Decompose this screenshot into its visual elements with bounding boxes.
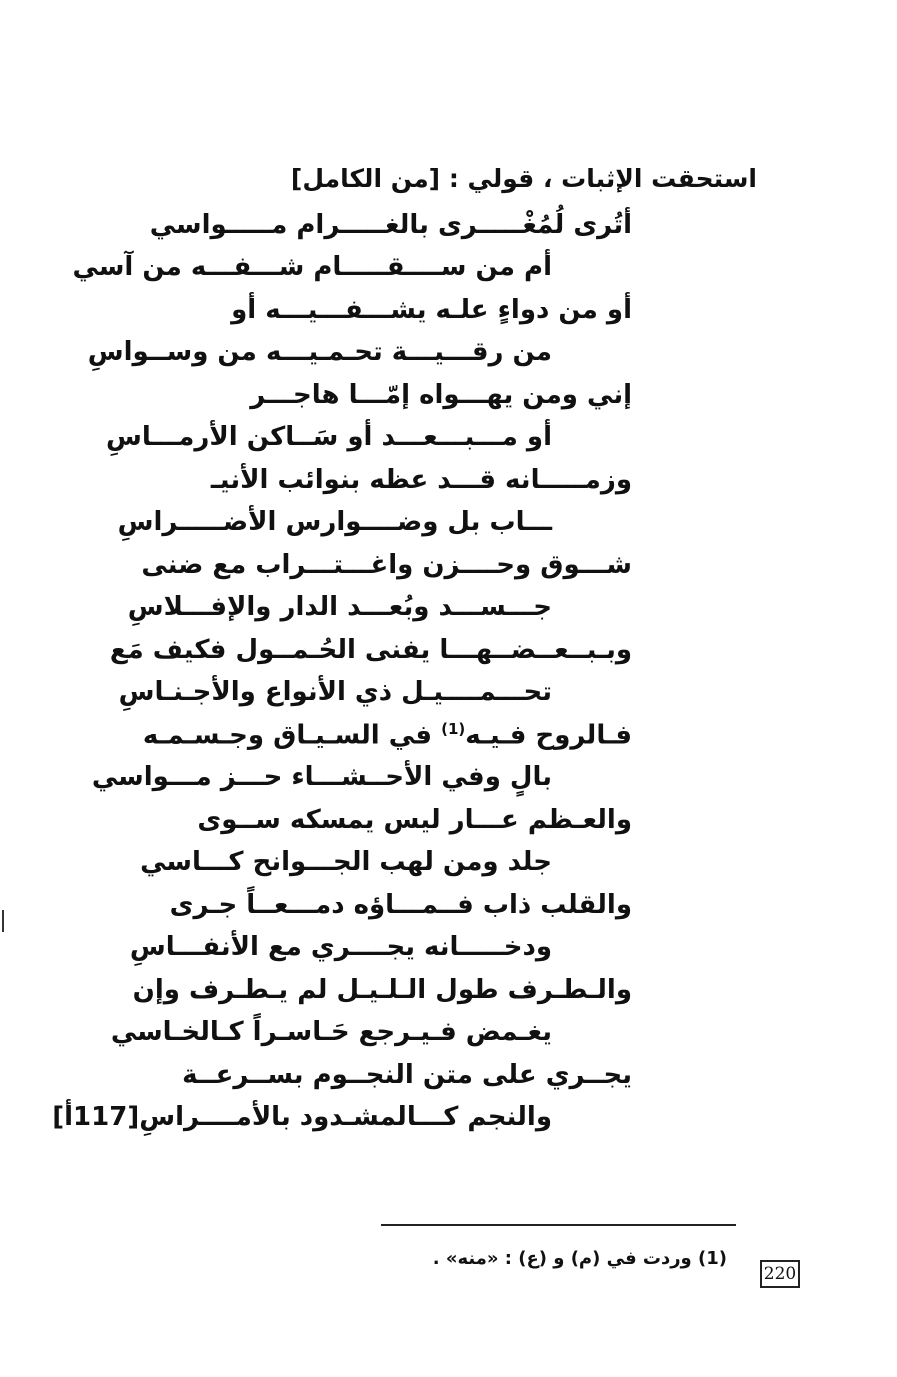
- verse-3-second-hemistich: أو مـــبـــعـــد أو سَــاكن الأرمـــاسِ: [106, 422, 552, 452]
- scan-edge-mark: [2, 910, 4, 932]
- verse-2-second-hemistich: من رقـــيـــة تحـمـيـــه من وســواسِ: [87, 337, 552, 367]
- verse-9-second-hemistich: ودخـــــانه يجــــري مع الأنفـــاسِ: [129, 932, 552, 962]
- verse-1-second-hemistich: أم من ســــقـــــام شـــفـــه من آسي: [72, 252, 552, 282]
- intro-line: [291, 164, 757, 193]
- verse-6-first-hemistich: وبـبــعــضــهـــا يفنى الحُـمــول فكيف مَع: [109, 635, 632, 665]
- manuscript-folio-marker: [117أ]: [52, 1102, 140, 1132]
- verse-10-second-hemistich: يغـمض فـيـرجع حَـاسـراً كـالخـاسي: [110, 1017, 552, 1047]
- verse-11-first-hemistich: يجــري على متن النجــوم بســرعــة: [182, 1060, 632, 1090]
- verse-1-first-hemistich: أتُرى لُمُغْـــــرى بالغـــــرام مـــــواسي: [149, 210, 632, 240]
- verse-7-first-part: فـالروح فـيـه: [465, 720, 632, 751]
- verse-6-second-hemistich: تحـــمــــيـل ذي الأنواع والأجـنـاسِ: [118, 677, 552, 707]
- verse-11-second-text: والنجم كـــالمشـدود بالأمــــراسِ: [139, 1102, 552, 1132]
- verse-7-first-rest: في السـيـاق وجـسـمـه: [142, 720, 442, 751]
- verse-4-second-hemistich: ـــاب بل وضــــوارس الأضـــــراسِ: [117, 507, 552, 537]
- footnote: (1) وردت في (م) و (ع) : «منه» .: [432, 1248, 727, 1269]
- intro-text: استحقت الإثبات ، قولي :: [448, 164, 757, 193]
- verse-7-first-hemistich: [143, 722, 632, 749]
- verse-5-second-hemistich: جـــســـد وبُعـــد الدار والإفـــلاسِ: [127, 592, 552, 622]
- meter-label: [من الكامل]: [290, 164, 441, 193]
- verse-11-second-hemistich: [52, 1104, 552, 1130]
- page-number: 220: [760, 1260, 800, 1288]
- verse-7-second-hemistich: بالٍ وفي الأحــشـــاء حـــز مـــواسي: [91, 762, 552, 792]
- footnote-separator: [381, 1224, 736, 1226]
- verse-4-first-hemistich: وزمـــــانه قـــد عظه بنوائب الأنيـ: [210, 465, 632, 495]
- verse-3-first-hemistich: إني ومن يهـــواه إمّـــا هاجـــر: [250, 380, 632, 410]
- verse-10-first-hemistich: والـطـرف طول الـلـيـل لم يـطـرف وإن: [132, 975, 632, 1005]
- verse-8-second-hemistich: جلد ومن لهب الجـــوانح كـــاسي: [140, 847, 552, 877]
- verse-5-first-hemistich: شـــوق وحــــزن واغـــتـــراب مع ضنى: [141, 550, 632, 580]
- verse-2-first-hemistich: أو من دواءٍ علـه يشـــفـــيـــه أو: [231, 295, 632, 325]
- footnote-reference: (1): [441, 720, 466, 738]
- verse-9-first-hemistich: والقلب ذاب فــمـــاؤه دمـــعــاً جـرى: [169, 890, 632, 920]
- verse-8-first-hemistich: والعـظم عـــار ليس يمسكه ســوى: [197, 805, 632, 835]
